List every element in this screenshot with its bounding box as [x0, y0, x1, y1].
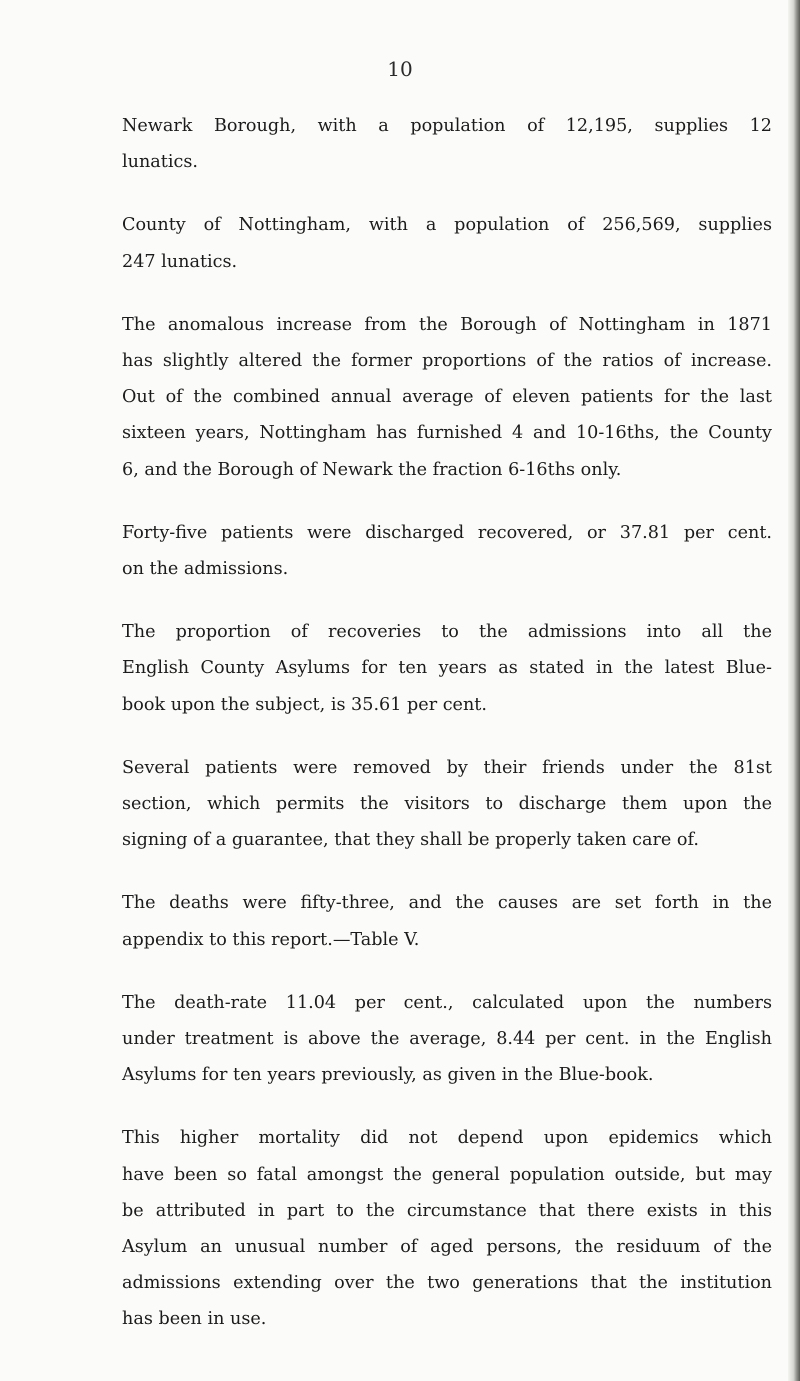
text-line: sixteen years, Nottingham has furnished 4 and 10-16ths, the County — [122, 423, 772, 444]
text-line: appendix to this report.—Table V. — [122, 929, 420, 950]
paragraph-higher-mortality — [122, 1120, 772, 1337]
paragraph-proportion-recoveries — [122, 614, 772, 723]
text-line: admissions extending over the two generations that the institution — [122, 1273, 772, 1294]
text-line: section, which permits the visitors to discharge them upon the — [122, 794, 772, 815]
text-line: under treatment is above the average, 8.44 per cent. in the English — [122, 1029, 772, 1050]
text-line: Asylums for ten years previously, as given in the Blue-book. — [122, 1065, 654, 1086]
page-number: 10 — [387, 57, 413, 81]
text-line: English County Asylums for ten years as stated in the latest Blue- — [122, 658, 772, 679]
document-body — [122, 108, 772, 1365]
text-line: book upon the subject, is 35.61 per cent. — [122, 694, 487, 715]
text-line: have been so fatal amongst the general population outside, but may — [122, 1164, 772, 1185]
text-line: This higher mortality did not depend upon epidemics which — [122, 1128, 772, 1149]
paragraph-discharged-recovered — [122, 515, 772, 587]
paragraph-patients-removed — [122, 750, 772, 859]
text-line: Forty-five patients were discharged recovered, or 37.81 per cent. — [122, 522, 772, 543]
text-line: 247 lunatics. — [122, 251, 238, 272]
paragraph-death-rate — [122, 985, 772, 1094]
text-line: The deaths were fifty-three, and the causes are set forth in the — [122, 893, 772, 914]
text-line: County of Nottingham, with a population of 256,569, supplies — [122, 215, 772, 236]
text-line: Newark Borough, with a population of 12,195, supplies 12 — [122, 116, 772, 136]
text-line: has slightly altered the former proportions of the ratios of increase. — [122, 351, 772, 372]
page-edge-shadow — [788, 0, 800, 1381]
text-line: on the admissions. — [122, 559, 289, 580]
text-line: lunatics. — [122, 152, 198, 173]
text-line: 6, and the Borough of Newark the fraction 6-16ths only. — [122, 459, 622, 480]
paragraph-newark-borough — [122, 108, 772, 180]
text-line: signing of a guarantee, that they shall be properly taken care of. — [122, 830, 699, 851]
text-line: The anomalous increase from the Borough of Nottingham in 1871 — [122, 314, 772, 335]
text-line: Out of the combined annual average of eleven patients for the last — [122, 387, 772, 408]
text-line: be attributed in part to the circumstance that there exists in this — [122, 1200, 772, 1221]
paragraph-county-nottingham — [122, 207, 772, 279]
text-line: The death-rate 11.04 per cent., calculated upon the numbers — [122, 992, 772, 1013]
paragraph-deaths — [122, 885, 772, 957]
paragraph-anomalous-increase — [122, 307, 772, 488]
text-line: Several patients were removed by their friends under the 81st — [122, 757, 772, 778]
text-line: The proportion of recoveries to the admissions into all the — [122, 622, 772, 643]
text-line: has been in use. — [122, 1309, 267, 1330]
text-line: Asylum an unusual number of aged persons, the residuum of the — [122, 1237, 772, 1258]
